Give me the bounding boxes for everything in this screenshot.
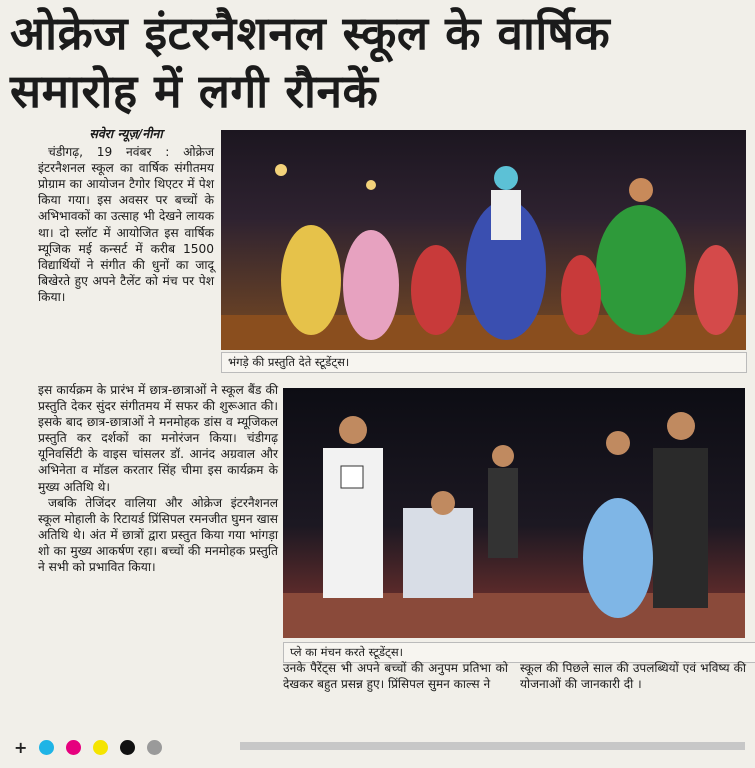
- black-dot: [120, 740, 135, 755]
- play-illustration: [283, 388, 745, 638]
- headline: ओक्रेज इंटरनैशनल स्कूल के वार्षिक समारोह में लगी रौनकें: [10, 6, 611, 118]
- print-strip: [240, 742, 745, 750]
- paragraph-3: जबकि तेजिंदर वालिया और ओक्रेज इंटरनैशनल स्कूल मोहाली के रिटायर्ड प्रिंसिपल रमनजीत घुमन खास अतिथि थे। अंत में छात्रों द्वारा प्रस्तुत किया गया भांगड़ा शो का मुख्य आकर्षण रहा। बच्चों की मनमोहक प्रस्तुति ने सभी को प्रभावित किया।: [38, 495, 278, 575]
- gray-dot: [147, 740, 162, 755]
- article-column-right: [520, 660, 746, 692]
- yellow-dot: [93, 740, 108, 755]
- cyan-dot: [39, 740, 54, 755]
- paragraph-5: स्कूल की पिछले साल की उपलब्धियों एवं भविष्य की योजनाओं की जानकारी दी ।: [520, 661, 746, 691]
- print-registration-marks: [14, 738, 162, 757]
- paragraph-1: चंडीगढ़, 19 नवंबर : ओक्रेज इंटरनैशनल स्कूल का वार्षिक संगीतमय प्रोग्राम का आयोजन टैगोर थिएटर में पेश किया गया। इस अवसर पर बच्चों के अभिभावकों का उत्साह भी देखने लायक था। दो स्लॉट में आयोजित इस वार्षिक म्यूजिक मई कन्सर्ट में करीब 1500 विद्यार्थियों ने संगीत की धुनों का जादू बिखेरते हुए अपने टैलेंट को मंच पर पेश किया।: [38, 145, 214, 304]
- bhangra-photo: [221, 130, 746, 350]
- paragraph-2: इस कार्यक्रम के प्रारंभ में छात्र-छात्राओं ने स्कूल बैंड की प्रस्तुति देकर सुंदर संगीतमय में सफर की शुरूआत की। इसके बाद छात्र-छात्राओं ने मनमोहक डांस व म्यूजिकल प्रस्तुति कर दर्शकों का मनोरंजन किया। चंडीगढ़ यूनिवर्सिटी के वाइस चांसलर डॉ. आनंद अग्रवाल और अभिनेता व मॉडल करतार सिंह चीमा इस कार्यक्रम के मुख्य अतिथि थे।: [38, 383, 278, 494]
- play-photo: [283, 388, 745, 638]
- magenta-dot: [66, 740, 81, 755]
- bhangra-illustration: [221, 130, 746, 350]
- paragraph-4: उनके पैरेंट्स भी अपने बच्चों की अनुपम प्रतिभा को देखकर बहुत प्रसन्न हुए। प्रिंसिपल सुमन काल्स ने: [283, 661, 508, 691]
- play-caption: प्ले का मंचन करते स्टूडेंट्स।: [283, 642, 755, 663]
- article-column-left: [38, 126, 214, 305]
- bhangra-caption: भंगड़े की प्रस्तुति देते स्टूडेंट्स।: [221, 352, 747, 373]
- byline: सवेरा न्यूज़/नीना: [89, 126, 163, 141]
- article-column-wide: [38, 382, 278, 575]
- article-column-middle: [283, 660, 508, 692]
- registration-cross-icon: +: [14, 738, 28, 757]
